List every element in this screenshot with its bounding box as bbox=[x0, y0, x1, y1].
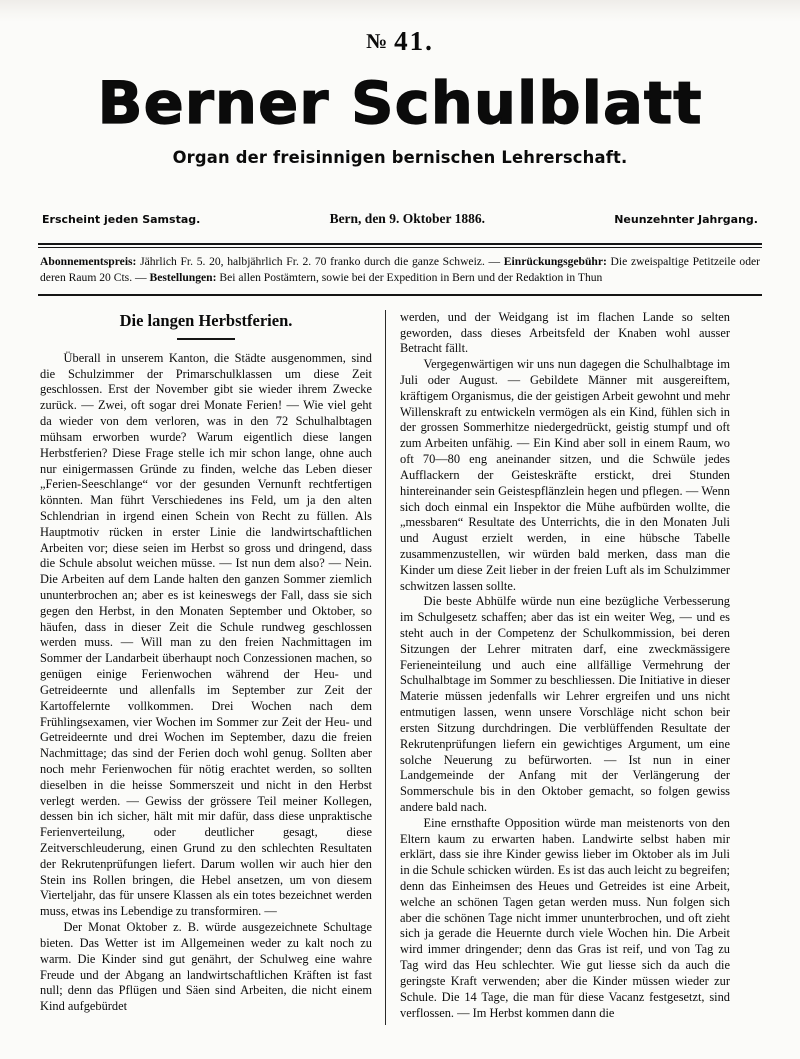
column-left bbox=[40, 310, 385, 1025]
article-paragraph: Vergegenwärtigen wir uns nun dagegen die Schulhalbtage im Juli oder August. — Gebildete Männer mit ausgereiftem, kräftigem Organismus, die der geistigen Arbeit gewohnt und mehr Willenskraft zu entwickeln vermögen als ein Kind, fühlen sich in der grossen Sommerhitze niedergedrückt, geistig stumpf und oft zum Arbeiten unfähig. — Ein Kind aber soll in einem Raum, wo oft 70—80 eng aneinander sitzen, und die Schwüle jedes Aufflackern der Geisteskräfte erstickt, drei Stunden hintereinander sein Geistespflänzlein hegen und pflegen. — Wenn sich doch einmal ein Inspektor die Mühe aufbürden wollte, die „messbaren“ Resultate des Unterrichts, die in den Monaten Juli und August erzielt werden, in eine hübsche Tabelle zusammenzustellen, wir würden bald merken, dass man die Kinder um diese Zeit lieber in der freien Luft als im Schulzimmer schwitzen lassen sollte. bbox=[400, 357, 730, 593]
subscription-insertion-label: Einrückungsgebühr: bbox=[503, 254, 607, 268]
issue-number bbox=[0, 0, 800, 57]
masthead-subtitle: Organ der freisinnigen bernischen Lehrerschaft. bbox=[172, 147, 628, 167]
article-paragraph: Die beste Abhülfe würde nun eine bezügliche Verbesserung im Schulgesetz schaffen; aber das ist ein weiter Weg, — und es steht auch in der Competenz der Schulkommission, bei deren Sitzungen der Lehrer mitraten darf, eine zweckmässigere Ferieneinteilung und auch eine allfällige Vermehrung der Schulhalbtage im Sommer zu beschliessen. Die Initiative in dieser Materie müssen jedenfalls wir Lehrer ergreifen und uns nicht entmutigen lassen, wenn unsere Vorschläge nicht schon beir ersten Sitzung durchdringen. Die verblüffenden Resultate der Rekrutenprüfungen liefern ein gewichtiges Argument, um eine solche Neuerung zu befürworten. — Ist nun in einer Landgemeinde der Anfang mit der Verlängerung der Sommerschule bis in den Oktober gemacht, so folgen gewiss andere bald nach. bbox=[400, 594, 730, 814]
publication-volume: Neunzehnter Jahrgang. bbox=[614, 212, 758, 226]
article-paragraph: werden, und der Weidgang ist im flachen Lande so selten geworden, dass dieses Arbeitsfeld der Knaben wohl ausser Betracht fällt. bbox=[400, 309, 730, 356]
masthead-title: Berner Schulblatt bbox=[97, 69, 703, 137]
article-title: Die langen Herbstferien. bbox=[119, 310, 293, 330]
article-paragraph: Überall in unserem Kanton, die Städte ausgenommen, sind die Schulzimmer der Primarschulklassen um diese Zeit geschlossen. Erst der November gibt sie wieder ihrem Zwecke zurück. — Zwei, oft sogar drei Monate Ferien! — Wie viel geht da wieder von dem verloren, was in den 72 Schulhalbtagen mühsam erworben wurde? Warum eigentlich diese langen Herbstferien? Diese Frage stelle ich mir schon lange, ohne auch nur einigermassen Gründe zu finden, welche das Leben dieser „Ferien-Seeschlange“ vor der gesunden Vernunft rechtfertigen könnten. Man führt Verschiedenes ins Feld, um ja den alten Schlendrian in irgend einen Schein von Recht zu füllen. Als Hauptmotiv rücken in erster Linie die landwirtschaftlichen Arbeiten vor; diese seien im Herbst so gross und dringend, dass die Schule absolut weichen müsse. — Ist nun dem also? — Nein. Die Arbeiten auf dem Lande halten den ganzen Sommer ziemlich ununterbrochen an; aber es ist keineswegs der Fall, dass sie sich gegen den Herbst, in den Monaten September und Oktober, so häufen, dass in dieser Zeit die Schule rundweg geschlossen werden muss. — Will man zu den freien Nachmittagen im Sommer der Landarbeit überhaupt noch Conzessionen machen, so genügen einige Ferienwochen während der Heu- und Getreideernte und allenfalls im September zur Zeit der Kartoffelernte vollkommen. Drei Wochen nach dem Frühlingsexamen, vier Wochen im Sommer zur Zeit der Heu- und Getreideernte und drei Wochen im September, dazu die freien Nachmittage; das sind der Ferien doch wohl genug. Sollten aber noch mehr Ferienwochen für nötig erachtet werden, so sollten dieselben in die heisse Sommerszeit und nicht in den Herbst verlegt werden. — Gewiss der grössere Teil meiner Kollegen, dessen bin ich sicher, hält mit mir dafür, dass diese unpraktische Ferienverteilung, oder deutlicher gesagt, diese Zeitverschleuderung, einen Grund zu den schlechten Resultaten der Rekrutenprüfungen liefert. Darum wollen wir auch hier den Stein ins Rollen bringen, die Hebel ansetzen, um von diesem Vierteljahr, das für unsere Klassen als ein totes bezeichnet werden muss, etwas ins Lebendige zu transformiren. — bbox=[40, 350, 372, 919]
subscription-price-label: Abonnementspreis: bbox=[40, 254, 137, 268]
divider-single-bottom bbox=[38, 294, 762, 296]
publication-place-date: Bern, den 9. Oktober 1886. bbox=[329, 210, 485, 226]
article-paragraph: Der Monat Oktober z. B. würde ausgezeichnete Schultage bieten. Das Wetter ist im Allgemeinen weder zu kalt noch zu warm. Die Kinder sind gut genährt, der Schulweg eine wahre Freude und der Abgang an landwirtschaftlichen Kräften ist fast null; denn das Pflügen und Säen sind Arbeiten, die nicht einem Kind aufgebürdet bbox=[40, 920, 372, 1014]
publication-info-line bbox=[42, 211, 758, 227]
article-columns bbox=[40, 310, 760, 1025]
subscription-price-text: Jährlich Fr. 5. 20, halbjährlich Fr. 2. 70 franko durch die ganze Schweiz. — bbox=[136, 254, 504, 268]
publication-frequency: Erscheint jeden Samstag. bbox=[42, 212, 201, 226]
title-underrule bbox=[177, 338, 235, 340]
subscription-info-block bbox=[38, 248, 762, 294]
column-right bbox=[385, 310, 730, 1025]
subscription-insertion-text: Die zweispaltige Petitzeile oder deren Raum 20 Cts. — bbox=[40, 254, 760, 285]
article-paragraph: Eine ernsthafte Opposition würde man meistenorts von den Eltern kaum zu erwarten haben. Landwirte selbst haben mir erklärt, dass sie ihre Kinder gewiss lieber im Oktober als im Juli in die Schule schicken würden. Es ist das auch leicht zu begreifen; denn das Einheimsen des Heues und Getreides ist eine Arbeit, welche an schönen Tagen getan werden muss. Nun folgen sich aber die schönen Tage nicht immer ununterbrochen, und oft zieht sich ja gerade die Heuernte durch viele Wochen hin. Die Arbeit wird immer dringender; denn das Gras ist reif, und von Tag zu Tag wird das Heu schlechter. Wie gut liesse sich da auch die geringste Kraft verwenden; aber die Kinder müssen wieder zur Schule. Die 14 Tage, die man für diese Vacanz festgesetzt, sind verflossen. — Im Herbst kommen dann die bbox=[400, 815, 730, 1020]
numero-sign-icon: № bbox=[366, 29, 389, 53]
issue-number-value: 41. bbox=[394, 26, 434, 56]
subscription-orders-label: Bestellungen: bbox=[149, 271, 217, 285]
subscription-orders-text: Bei allen Postämtern, sowie bei der Expedition in Bern und der Redaktion in Thun bbox=[216, 271, 603, 285]
